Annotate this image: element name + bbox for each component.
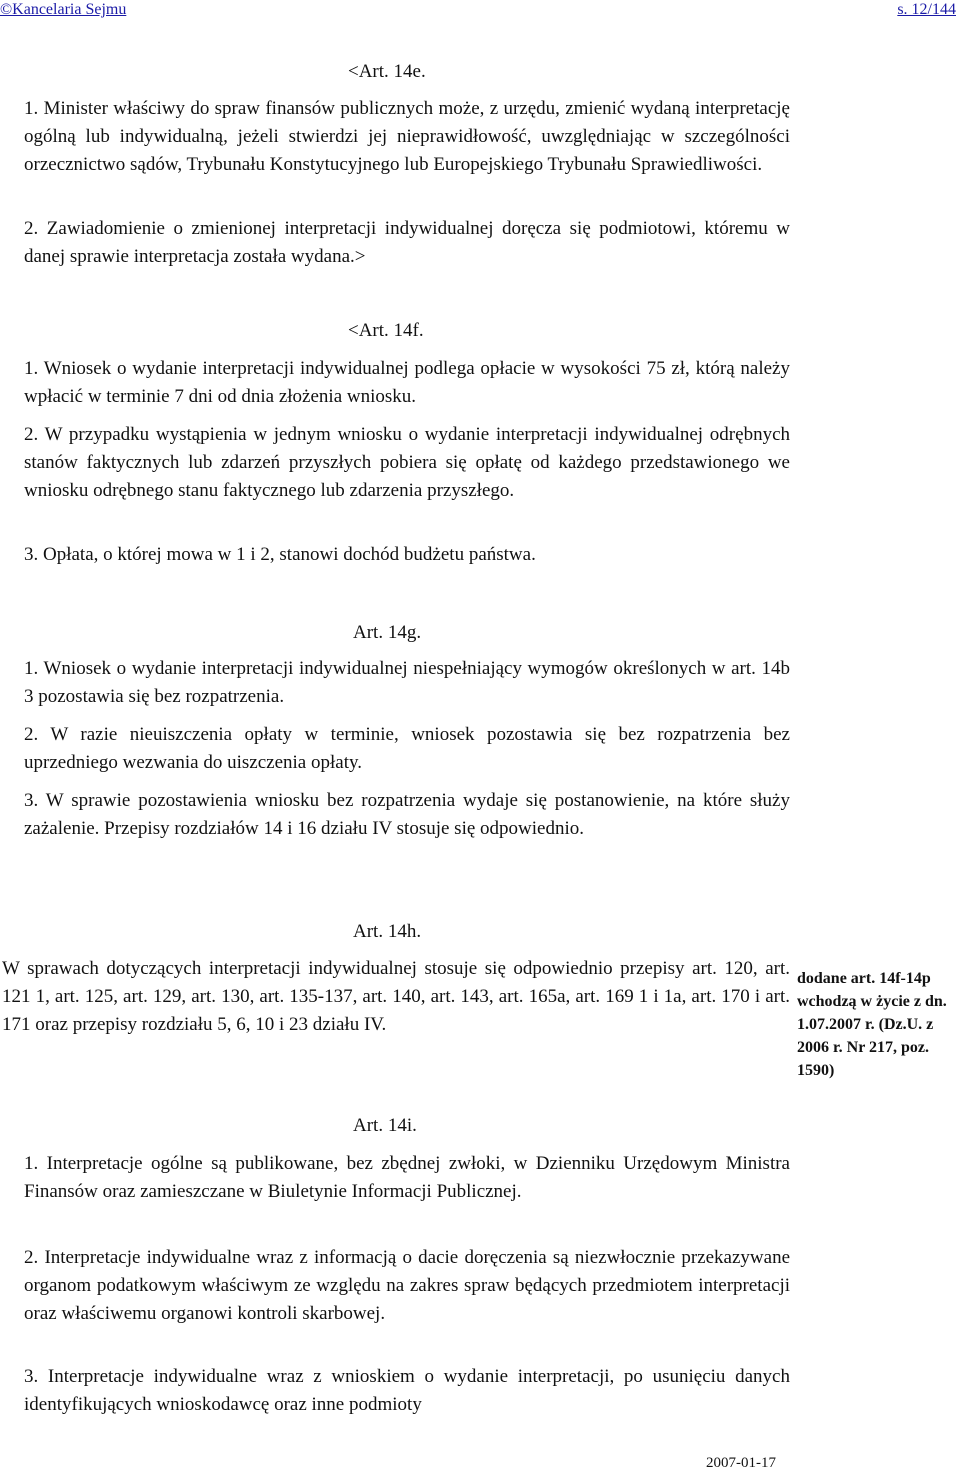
page-number-link[interactable]: s. 12/144 bbox=[897, 1, 956, 18]
margin-note: dodane art. 14f-14p wchodzą w życie z dn. 1.07.2007 r. (Dz.U. z 2006 r. Nr 217, poz. 1590) bbox=[797, 970, 947, 1079]
article-14f-para-1: 1. Wniosek o wydanie interpretacji indywidualnej podlega opłacie w wysokości 75 zł, którą należy wpłacić w terminie 7 dni od dnia złożenia wniosku. bbox=[24, 358, 790, 407]
article-14e-para-1: 1. Minister właściwy do spraw finansów publicznych może, z urzędu, zmienić wydaną interpretację ogólną lub indywidualną, jeżeli stwierdzi jej nieprawidłowość, uwzględniając w szczególności orzecznictwo sądów, Trybunału Konstytucyjnego lub Europejskiego Trybunału Sprawiedliwości. bbox=[24, 98, 790, 175]
article-14g-para-3: 3. W sprawie pozostawienia wniosku bez rozpatrzenia wydaje się postanowienie, na które służy zażalenie. Przepisy rozdziałów 14 i 16 działu IV stosuje się odpowiednio. bbox=[24, 790, 790, 839]
article-14e-para-2: 2. Zawiadomienie o zmienionej interpretacji indywidualnej doręcza się podmiotowi, któremu w danej sprawie interpretacja została wydana.> bbox=[24, 218, 790, 267]
article-14h-title: Art. 14h. bbox=[353, 921, 422, 942]
document-date: 2007-01-17 bbox=[706, 1455, 776, 1471]
page-header bbox=[0, 0, 960, 22]
kancelaria-sejmu-link[interactable]: ©Kancelaria Sejmu bbox=[0, 1, 127, 18]
article-14h-para-1: W sprawach dotyczących interpretacji indywidualnej stosuje się odpowiednio przepisy art. 120, art. 121 1, art. 125, art. 129, art. 130, art. 135-137, art. 140, art. 143, art. 165a, art. 169 1 i 1a, art. 170 i art. 171 oraz przepisy rozdziału 5, 6, 10 i 23 działu IV. bbox=[2, 958, 790, 1035]
article-14i-para-1: 1. Interpretacje ogólne są publikowane, bez zbędnej zwłoki, w Dzienniku Urzędowym Ministra Finansów oraz zamieszczane w Biuletynie Informacji Publicznej. bbox=[24, 1153, 790, 1202]
article-14f-para-2: 2. W przypadku wystąpienia w jednym wniosku o wydanie interpretacji indywidualnej odrębnych stanów faktycznych lub zdarzeń przyszłych pobiera się opłatę od każdego przedstawionego we wniosku odrębnego stanu faktycznego lub zdarzenia przyszłego. bbox=[24, 424, 790, 501]
article-14g-para-2: 2. W razie nieuiszczenia opłaty w terminie, wniosek pozostawia się bez rozpatrzenia bez uprzedniego wezwania do uiszczenia opłaty. bbox=[24, 724, 790, 773]
article-14e-title: <Art. 14e. bbox=[348, 61, 426, 82]
article-14g-title: Art. 14g. bbox=[353, 622, 422, 643]
article-14g-para-1: 1. Wniosek o wydanie interpretacji indywidualnej niespełniający wymogów określonych w art. 14b 3 pozostawia się bez rozpatrzenia. bbox=[24, 658, 790, 707]
article-14f-title: <Art. 14f. bbox=[348, 320, 424, 341]
article-14f-para-3: 3. Opłata, o której mowa w 1 i 2, stanowi dochód budżetu państwa. bbox=[24, 544, 536, 565]
article-14i-title: Art. 14i. bbox=[353, 1115, 417, 1136]
article-14i-para-2: 2. Interpretacje indywidualne wraz z informacją o dacie doręczenia są niezwłocznie przekazywane organom podatkowym właściwym ze względu na zakres spraw będących przedmiotem interpretacji oraz właściwemu organowi kontroli skarbowej. bbox=[24, 1247, 790, 1324]
article-14i-para-3: 3. Interpretacje indywidualne wraz z wnioskiem o wydanie interpretacji, po usunięciu danych identyfikujących wnioskodawcę oraz inne podmioty bbox=[24, 1366, 790, 1415]
